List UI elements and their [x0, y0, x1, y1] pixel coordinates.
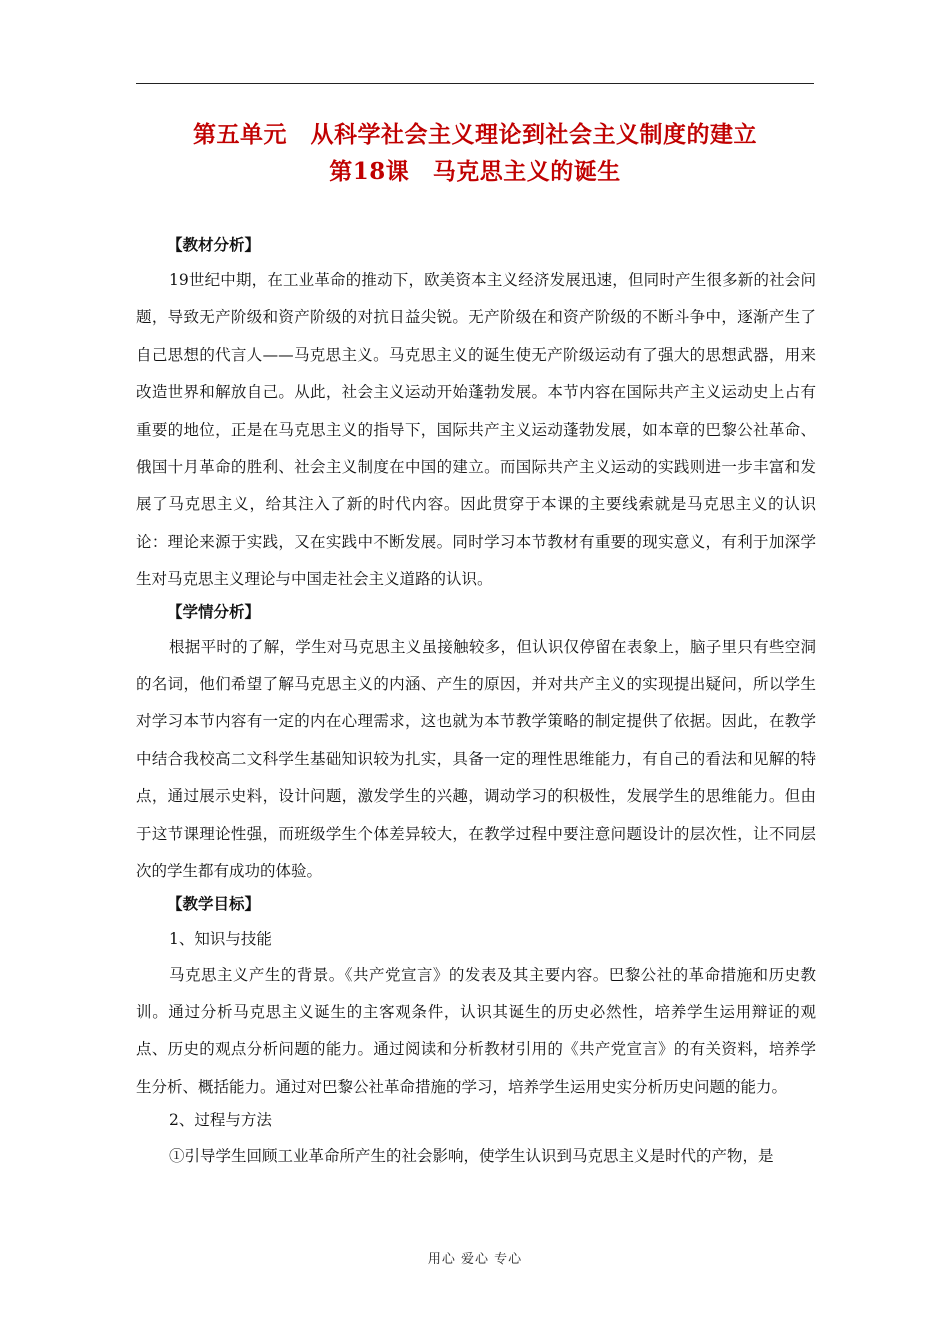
goal-item-process-method: 2、过程与方法 — [169, 1111, 272, 1130]
lesson-title: 第18课 马克思主义的诞生 — [329, 158, 621, 185]
unit-title: 第五单元 从科学社会主义理论到社会主义制度的建立 — [193, 121, 757, 148]
page-footer: 用心 爱心 专心 — [427, 1252, 523, 1267]
goal-item-knowledge-skills: 1、知识与技能 — [169, 929, 272, 948]
document-body — [136, 228, 816, 1172]
paragraph-textbook-analysis: 19世纪中期，在工业革命的推动下，欧美资本主义经济发展迅速，但同时产生很多新的社会问题，导致无产阶级和资产阶级的对抗日益尖锐。无产阶级在和资产阶级的不断斗争中，逐渐产生了自己思想的代言人——马克思主义。马克思主义的诞生使无产阶级运动有了强大的思想武器，用来改造世界和解放自己。从此，社会主义运动开始蓬勃发展。本节内容在国际共产主义运动史上占有重要的地位，正是在马克思主义的指导下，国际共产主义运动蓬勃发展，如本章的巴黎公社革命、俄国十月革命的胜利、社会主义制度在中国的建立。而国际共产主义运动的实践则进一步丰富和发展了马克思主义，给其注入了新的时代内容。因此贯穿于本课的主要线索就是马克思主义的认识论：理论来源于实践，又在实践中不断发展。同时学习本节教材有重要的现实意义，有利于加深学生对马克思主义理论与中国走社会主义道路的认识。 — [136, 271, 816, 589]
paragraph-process-method: ①引导学生回顾工业革命所产生的社会影响，使学生认识到马克思主义是时代的产物，是 — [169, 1147, 774, 1166]
paragraph-knowledge-skills: 马克思主义产生的背景。《共产党宣言》的发表及其主要内容。巴黎公社的革命措施和历史教训。通过分析马克思主义诞生的主客观条件，认识其诞生的历史必然性，培养学生运用辩证的观点、历史的观点分析问题的能力。通过阅读和分析教材引用的《共产党宣言》的有关资料，培养学生分析、概括能力。通过对巴黎公社革命措施的学习，培养学生运用史实分析历史问题的能力。 — [136, 965, 816, 1096]
section-heading-student-analysis: 【学情分析】 — [167, 601, 261, 621]
section-heading-teaching-goals: 【教学目标】 — [167, 893, 261, 913]
section-heading-textbook-analysis: 【教材分析】 — [167, 235, 261, 254]
paragraph-student-analysis: 根据平时的了解，学生对马克思主义虽接触较多，但认识仅停留在表象上，脑子里只有些空洞的名词，他们希望了解马克思主义的内涵、产生的原因，并对共产主义的实现提出疑问，所以学生对学习本节内容有一定的内在心理需求，这也就为本节教学策略的制定提供了依据。因此，在教学中结合我校高二文科学生基础知识较为扎实，具备一定的理性思维能力，有自己的看法和见解的特点，通过展示史料，设计问题，激发学生的兴趣，调动学习的积极性，发展学生的思维能力。但由于这节课理论性强，而班级学生个体差异较大，在教学过程中要注意问题设计的层次性，让不同层次的学生都有成功的体验。 — [136, 637, 816, 881]
header-rule — [136, 83, 814, 84]
